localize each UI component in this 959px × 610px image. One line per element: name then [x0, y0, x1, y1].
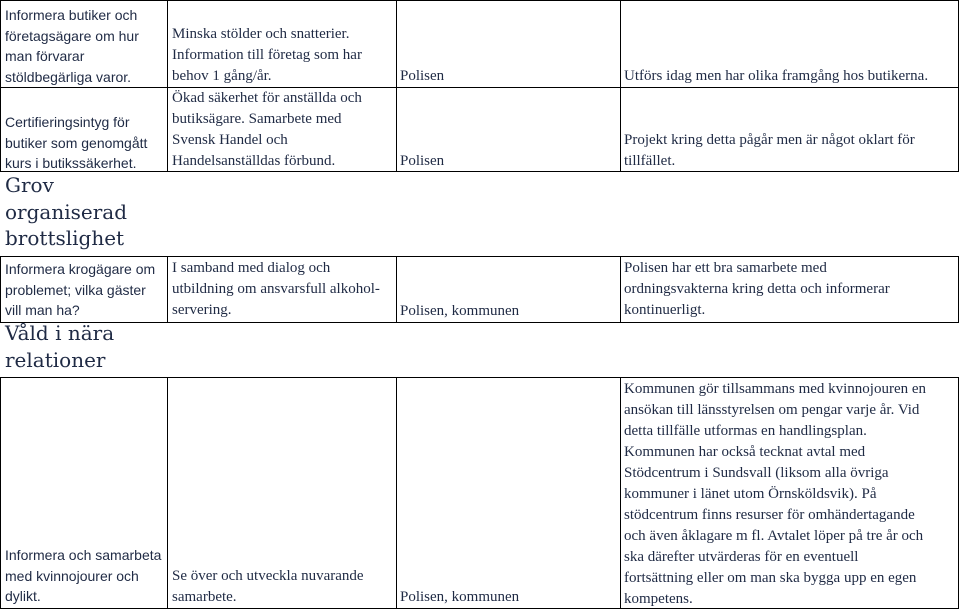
table-cell-status: Polisen har ett bra samarbete med ordningsvakterna kring detta och informerar kontinuerligt.	[624, 260, 890, 318]
table-border-top	[0, 256, 959, 257]
table-col-divider	[396, 0, 397, 172]
table-col-divider	[620, 256, 621, 323]
table-border-left	[0, 377, 1, 609]
table-col-divider	[620, 377, 621, 609]
table-cell-responsible: Polisen, kommunen	[400, 589, 520, 605]
table-cell-status: Projekt kring detta pågår men är något oklart för tillfället.	[624, 132, 915, 169]
table-cell-purpose: Se över och utveckla nuvarande samarbete.	[172, 568, 364, 605]
table-cell-action: Informera butiker och företagsägare om hur man förvarar stöldbegärliga varor.	[5, 7, 139, 85]
table-cell-action: Informera krogägare om problemet; vilka gäster vill man ha?	[5, 261, 156, 318]
table-row-divider	[0, 87, 959, 88]
table-cell-responsible: Polisen, kommunen	[400, 303, 520, 319]
section-heading: Våld i nära relationer	[5, 321, 115, 372]
section-heading: Grov organiserad brottslighet	[5, 173, 127, 250]
table-border-left	[0, 256, 1, 323]
table-cell-status: Kommunen gör tillsammans med kvinnojouren en ansökan till länsstyrelsen om pengar varje år. Vid detta tillfälle utformas en handlingsplan. Kommunen har också tecknat avtal med Stödcentrum i Sundsvall (liksom alla övriga kommuner i länet utom Örnsköldsvik). På stödcentrum finns resurser för omhändertagande och även åklagare m fl. Avtalet löper på tre år och ska därefter utvärderas för en eventuell fortsättning eller om man ska bygga upp en egen kompetens.	[624, 381, 927, 607]
table-cell-purpose: Minska stölder och snatterier. Information till företag som har behov 1 gång/år.	[172, 26, 362, 84]
table-cell-responsible: Polisen	[400, 153, 445, 169]
table-cell-purpose: I samband med dialog och utbildning om ansvarsfull alkohol- servering.	[172, 260, 380, 318]
table-border-left	[0, 0, 1, 172]
table-cell-status: Utförs idag men har olika framgång hos butikerna.	[624, 68, 929, 84]
table-col-divider	[620, 0, 621, 172]
table-col-divider	[167, 377, 168, 609]
table-cell-action: Informera och samarbeta med kvinnojourer och dylikt.	[5, 547, 162, 604]
table-border-top	[0, 0, 959, 1]
table-cell-action: Certifieringsintyg för butiker som genomgått kurs i butikssäkerhet.	[5, 114, 148, 171]
table-cell-responsible: Polisen	[400, 68, 445, 84]
table-col-divider	[396, 377, 397, 609]
table-cell-purpose: Ökad säkerhet för anställda och butiksägare. Samarbete med Svensk Handel och Handelsanställdas förbund.	[172, 90, 362, 169]
table-col-divider	[167, 0, 168, 172]
table-col-divider	[167, 256, 168, 323]
table-border-bottom	[0, 322, 959, 323]
table-border-top	[0, 377, 959, 378]
